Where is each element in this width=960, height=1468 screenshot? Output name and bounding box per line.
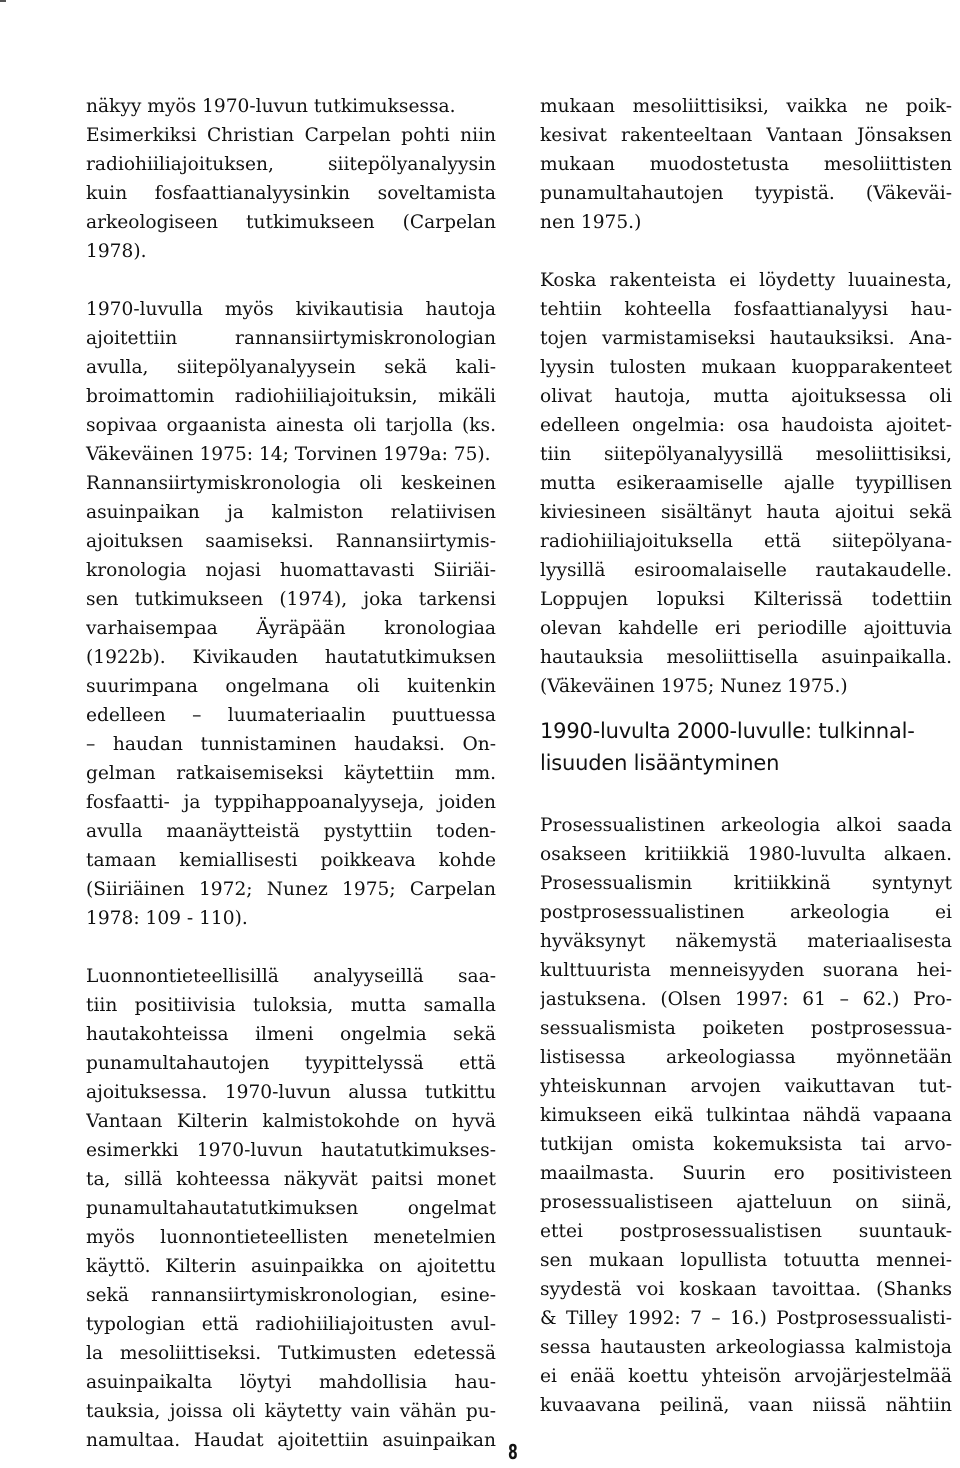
text-line: kulttuurista menneisyyden suorana hei- <box>540 960 952 981</box>
text-line: osakseen kritiikkiä 1980-luvulta alkaen. <box>540 844 952 865</box>
text-line: namultaa. Haudat ajoitettiin asuinpaikan <box>86 1430 496 1451</box>
section-heading-line-2: lisuuden lisääntyminen <box>540 751 780 775</box>
scan-mark <box>0 0 6 2</box>
text-line: yhteiskunnan arvojen vaikuttavan tut- <box>540 1076 952 1097</box>
text-line: syydestä voi koskaan tavoittaa. (Shanks <box>540 1279 952 1300</box>
text-line: ei enää koettu yhteisön arvojärjestelmää <box>540 1366 952 1387</box>
text-line: hyväksynyt näkemystä materiaalisesta <box>540 931 952 952</box>
text-line: mukaan mesoliittisiksi, vaikka ne poik- <box>540 96 952 117</box>
text-line: ta, sillä kohteessa näkyvät paitsi monet <box>86 1169 496 1190</box>
text-line: sopivaa orgaanista ainesta oli tarjolla (ks. <box>86 415 496 436</box>
text-line: – haudan tunnistaminen haudaksi. On- <box>86 734 496 755</box>
text-line: punamultahautojen tyypittelyssä että <box>86 1053 496 1074</box>
text-line: radiohiiliajoituksen, siitepölyanalyysin <box>86 154 496 175</box>
text-line: tamaan kemiallisesti poikkeava kohde <box>86 850 496 871</box>
text-line: mukaan muodostetusta mesoliittisten <box>540 154 952 175</box>
right-column-bottom-text <box>540 811 952 1420</box>
text-line: olevan kahdelle eri periodille ajoittuvia <box>540 618 952 639</box>
text-line: Esimerkiksi Christian Carpelan pohti niin <box>86 125 496 146</box>
paragraph-gap <box>86 933 496 962</box>
text-line: kimukseen eikä tulkintaa nähdä vapaana <box>540 1105 952 1126</box>
section-heading-line-1: 1990-luvulta 2000-luvulle: tulkinnal- <box>540 719 915 743</box>
text-line: näkyy myös 1970-luvun tutkimuksessa. <box>86 96 456 117</box>
text-line: Prosessualismin kritiikkinä syntynyt <box>540 873 952 894</box>
text-line: gelman ratkaisemiseksi käytettiin mm. <box>86 763 496 784</box>
text-line: jastuksena. (Olsen 1997: 61 – 62.) Pro- <box>540 989 952 1010</box>
text-line: punamultahautatutkimuksen ongelmat <box>86 1198 496 1219</box>
text-line: tehtiin kohteella fosfaattianalyysi hau- <box>540 299 952 320</box>
text-line: käyttö. Kilterin asuinpaikka on ajoitettu <box>86 1256 496 1277</box>
text-line: & Tilley 1992: 7 – 16.) Postprosessualisti- <box>540 1308 952 1329</box>
text-line: fosfaatti- ja typpihappoanalyyseja, joiden <box>86 792 496 813</box>
text-line: tauksia, joissa oli käytetty vain vähän pu- <box>86 1401 496 1422</box>
text-line: listisessa arkeologiassa myönnetään <box>540 1047 952 1068</box>
text-line: hautakohteissa ilmeni ongelmia sekä <box>86 1024 496 1045</box>
text-line: kronologia nojasi huomattavasti Siiriäi- <box>86 560 496 581</box>
text-line: (Siiriäinen 1972; Nunez 1975; Carpelan <box>86 879 496 900</box>
text-line: avulla, siitepölyanalyysein sekä kali- <box>86 357 496 378</box>
text-line: hautauksia mesoliittisella asuinpaikalla. <box>540 647 952 668</box>
text-line: sen mukaan lopullista totuutta mennei- <box>540 1250 952 1271</box>
text-line: tojen varmistamiseksi hautauksiksi. Ana- <box>540 328 952 349</box>
text-line: Loppujen lopuksi Kilterissä todettiin <box>540 589 952 610</box>
text-line: 1970-luvulla myös kivikautisia hautoja <box>86 299 496 320</box>
text-line: Koska rakenteista ei löydetty luuainesta, <box>540 270 952 291</box>
text-line: kesivat rakenteeltaan Vantaan Jönsaksen <box>540 125 952 146</box>
text-line: (1922b). Kivikauden hautatutkimuksen <box>86 647 496 668</box>
text-line: la mesoliittiseksi. Tutkimusten edetessä <box>86 1343 496 1364</box>
text-line: Luonnontieteellisillä analyyseillä saa- <box>86 966 496 987</box>
text-line: prosessualistiseen ajatteluun on siinä, <box>540 1192 952 1213</box>
text-line: lyysillä esiroomalaiselle rautakaudelle. <box>540 560 952 581</box>
text-line: (Väkeväinen 1975; Nunez 1975.) <box>540 676 848 697</box>
text-line: nen 1975.) <box>540 212 642 233</box>
left-text-column <box>86 92 496 1455</box>
text-line: 1978). <box>86 241 147 262</box>
text-line: sen tutkimukseen (1974), joka tarkensi <box>86 589 496 610</box>
text-line: edelleen ongelmia: osa haudoista ajoitet- <box>540 415 952 436</box>
text-line: suurimpana ongelmana oli kuitenkin <box>86 676 496 697</box>
text-line: sessa hautausten arkeologiassa kalmistoja <box>540 1337 952 1358</box>
text-line: tiin positiivisia tuloksia, mutta samalla <box>86 995 496 1016</box>
text-line: radiohiiliajoituksella että siitepölyana- <box>540 531 952 552</box>
paragraph-gap <box>86 266 496 295</box>
text-line: sekä rannansiirtymiskronologian, esine- <box>86 1285 496 1306</box>
text-line: ettei postprosessualistisen suuntauk- <box>540 1221 952 1242</box>
paragraph-gap <box>540 237 952 266</box>
text-line: olivat hautoja, mutta ajoituksessa oli <box>540 386 952 407</box>
text-line: postprosessualistinen arkeologia ei <box>540 902 952 923</box>
section-heading <box>540 715 952 779</box>
text-line: myös luonnontieteellisten menetelmien <box>86 1227 496 1248</box>
text-line: mutta esikeraamiselle ajalle tyypillisen <box>540 473 952 494</box>
text-line: broimattomin radiohiiliajoituksin, mikäli <box>86 386 496 407</box>
text-line: esimerkki 1970-luvun hautatutkimukses- <box>86 1140 496 1161</box>
right-text-column <box>540 92 952 1420</box>
text-line: ajoitettiin rannansiirtymiskronologian <box>86 328 496 349</box>
text-line: typologian että radiohiiliajoitusten avul- <box>86 1314 496 1335</box>
text-line: arkeologiseen tutkimukseen (Carpelan <box>86 212 496 233</box>
text-line: maailmasta. Suurin ero positivisteen <box>540 1163 952 1184</box>
text-line: lyysin tulosten mukaan kuopparakenteet <box>540 357 952 378</box>
text-line: kiviesineen sisältänyt hauta ajoitui sekä <box>540 502 952 523</box>
page-number: 8 <box>508 1440 518 1464</box>
text-line: varhaisempaa Äyräpään kronologiaa <box>86 618 496 639</box>
text-line: ajoituksen saamiseksi. Rannansiirtymis- <box>86 531 496 552</box>
right-column-top-text <box>540 92 952 701</box>
text-line: Vantaan Kilterin kalmistokohde on hyvä <box>86 1111 496 1132</box>
text-line: avulla maanäytteistä pystyttiin toden- <box>86 821 496 842</box>
text-line: tutkijan omista kokemuksista tai arvo- <box>540 1134 952 1155</box>
text-line: kuin fosfaattianalyysinkin soveltamista <box>86 183 496 204</box>
text-line: asuinpaikalta löytyi mahdollisia hau- <box>86 1372 496 1393</box>
text-line: Väkeväinen 1975: 14; Torvinen 1979a: 75). <box>86 444 491 465</box>
text-line: Prosessualistinen arkeologia alkoi saada <box>540 815 952 836</box>
text-line: sessualismista poiketen postprosessua- <box>540 1018 952 1039</box>
text-line: ajoituksessa. 1970-luvun alussa tutkittu <box>86 1082 496 1103</box>
text-line: 1978: 109 - 110). <box>86 908 248 929</box>
text-line: edelleen – luumateriaalin puuttuessa <box>86 705 496 726</box>
text-line: Rannansiirtymiskronologia oli keskeinen <box>86 473 496 494</box>
text-line: tiin siitepölyanalyysillä mesoliittisiksi, <box>540 444 952 465</box>
text-line: punamultahautojen tyypistä. (Väkeväi- <box>540 183 952 204</box>
text-line: kuvaavana peilinä, vaan niissä nähtiin <box>540 1395 952 1416</box>
text-line: asuinpaikan ja kalmiston relatiivisen <box>86 502 496 523</box>
